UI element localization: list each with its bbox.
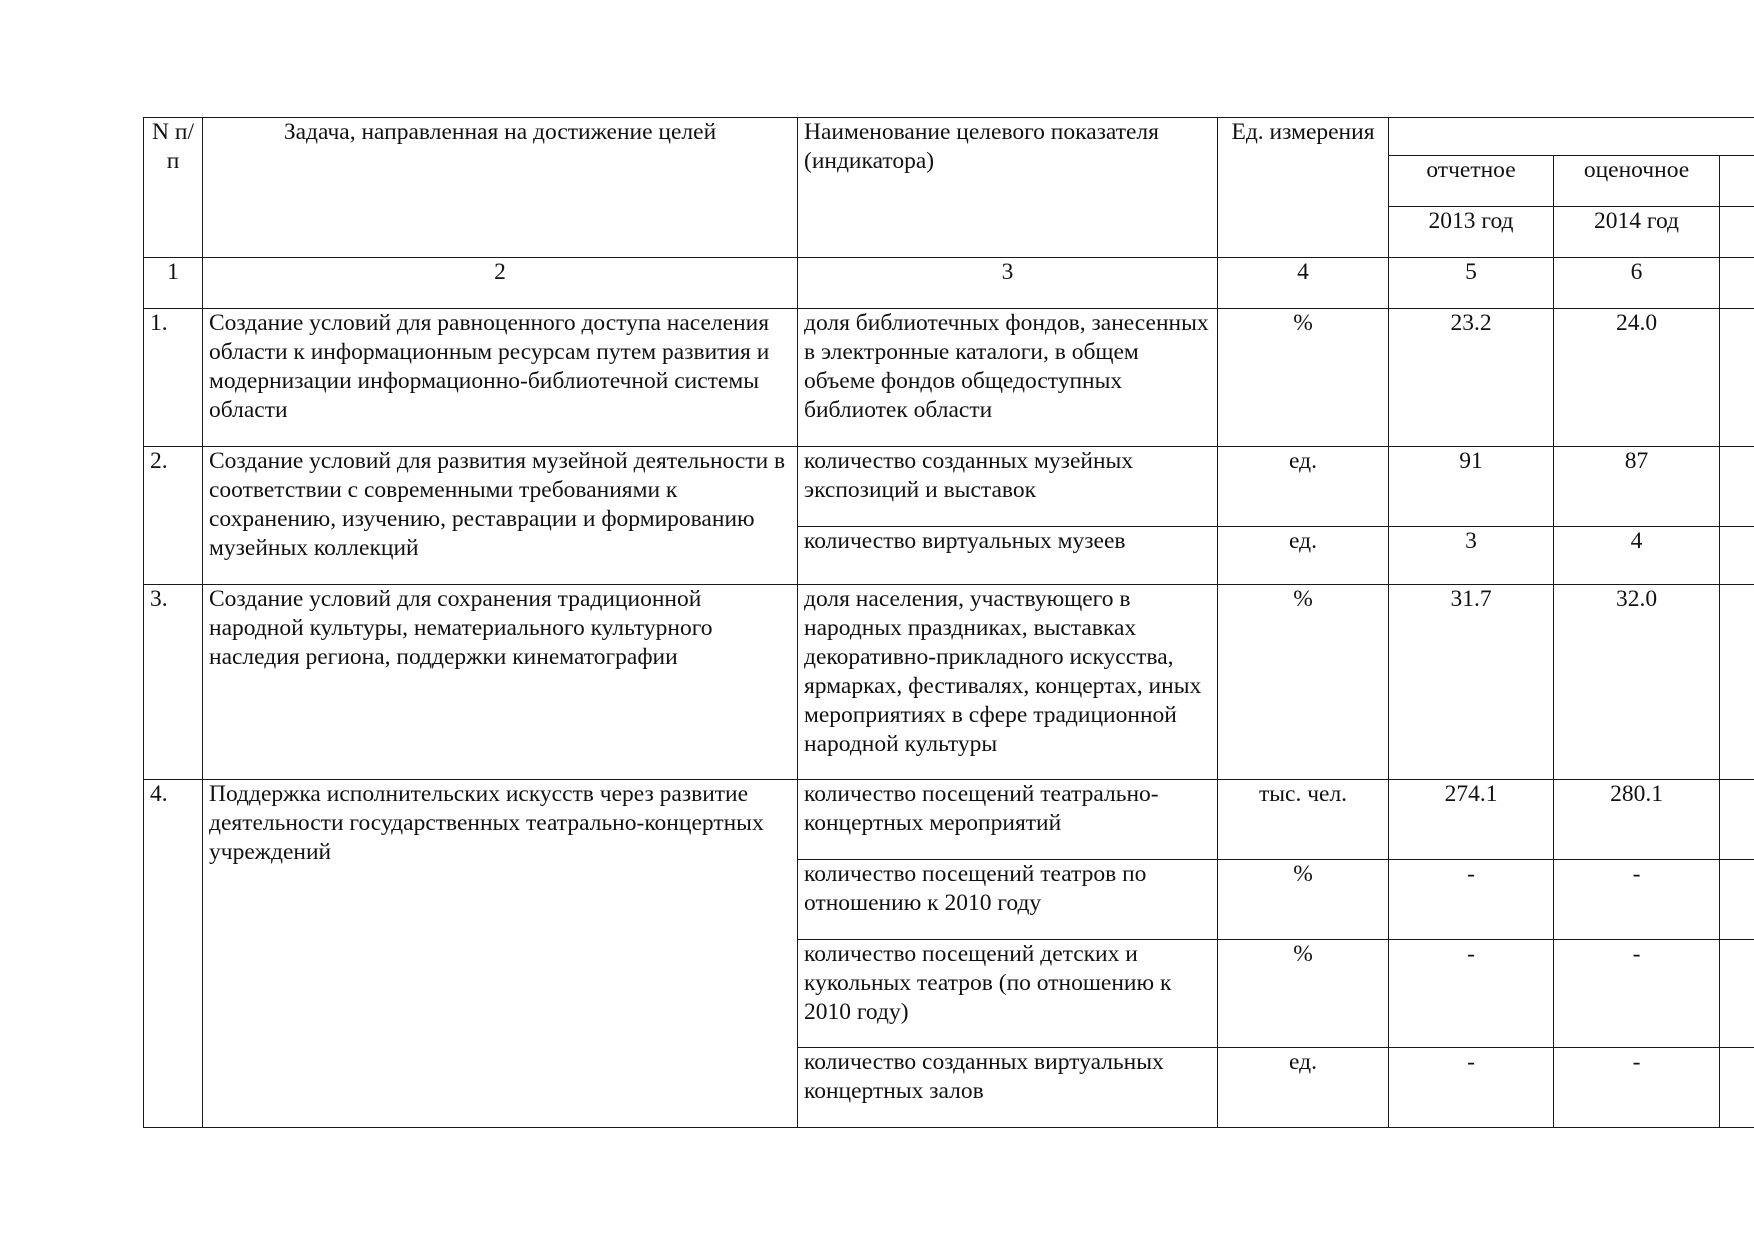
indicator-unit: % — [1218, 309, 1389, 447]
indicator-unit: ед. — [1218, 527, 1389, 585]
value-reported: - — [1389, 940, 1554, 1048]
value-estimated: - — [1554, 940, 1720, 1048]
column-number: 5 — [1389, 258, 1554, 309]
header-reported: отчетное — [1389, 156, 1554, 207]
value-reported: - — [1389, 1048, 1554, 1128]
value-extra — [1720, 860, 1754, 940]
indicators-table — [143, 117, 1754, 1128]
task-text: Создание условий для равноценного доступа населения области к информационным ресурсам путем развития и модернизации информационно-библиотечной системы области — [203, 309, 798, 447]
column-number: 4 — [1218, 258, 1389, 309]
indicator-name: количество посещений детских и кукольных театров (по отношению к 2010 году) — [798, 940, 1218, 1048]
indicator-name: количество посещений театрально-концертных мероприятий — [798, 780, 1218, 860]
column-number-extra — [1720, 258, 1754, 309]
task-text: Создание условий для сохранения традиционной народной культуры, нематериального культурного наследия региона, поддержки кинематографии — [203, 585, 798, 780]
header-year-extra — [1720, 207, 1754, 258]
value-extra — [1720, 585, 1754, 780]
indicator-name: количество созданных виртуальных концертных залов — [798, 1048, 1218, 1128]
header-num-cell — [144, 118, 203, 258]
indicator-name: количество созданных музейных экспозиций и выставок — [798, 447, 1218, 527]
indicator-name: количество посещений театров по отношению к 2010 году — [798, 860, 1218, 940]
value-reported: - — [1389, 860, 1554, 940]
value-reported: 274.1 — [1389, 780, 1554, 860]
indicator-unit: % — [1218, 860, 1389, 940]
header-unit-cell — [1218, 118, 1389, 258]
indicator-name: количество виртуальных музеев — [798, 527, 1218, 585]
indicator-name: доля библиотечных фондов, занесенных в электронные каталоги, в общем объеме фондов общедоступных библиотек области — [798, 309, 1218, 447]
indicator-unit: % — [1218, 940, 1389, 1048]
value-estimated: 280.1 — [1554, 780, 1720, 860]
header-task: Задача, направленная на достижение целей — [283, 119, 717, 145]
value-extra — [1720, 780, 1754, 860]
value-reported: 31.7 — [1389, 585, 1554, 780]
value-reported: 91 — [1389, 447, 1554, 527]
value-estimated: - — [1554, 1048, 1720, 1128]
value-extra — [1720, 309, 1754, 447]
row-number: 4. — [144, 780, 203, 1128]
task-text: Поддержка исполнительских искусств через развитие деятельности государственных театрально-концертных учреждений — [203, 780, 798, 1128]
column-number: 1 — [144, 258, 203, 309]
indicator-unit: ед. — [1218, 447, 1389, 527]
indicator-unit: тыс. чел. — [1218, 780, 1389, 860]
column-number: 3 — [798, 258, 1218, 309]
row-number: 3. — [144, 585, 203, 780]
table-row — [144, 309, 1754, 447]
header-extra — [1720, 156, 1754, 207]
table-row — [144, 585, 1754, 780]
value-estimated: 32.0 — [1554, 585, 1720, 780]
value-extra — [1720, 1048, 1754, 1128]
value-estimated: 87 — [1554, 447, 1720, 527]
indicator-unit: ед. — [1218, 1048, 1389, 1128]
table-row — [144, 447, 1754, 527]
task-text: Создание условий для развития музейной деятельности в соответствии с современными требованиями к сохранению, изучению, реставрации и формированию музейных коллекций — [203, 447, 798, 585]
header-row — [144, 118, 1754, 156]
header-num: N п/п — [152, 119, 194, 174]
value-estimated: 24.0 — [1554, 309, 1720, 447]
header-estimated: оценочное — [1554, 156, 1720, 207]
header-task-cell — [203, 118, 798, 258]
indicator-unit: % — [1218, 585, 1389, 780]
value-extra — [1720, 940, 1754, 1048]
column-number: 2 — [203, 258, 798, 309]
header-year-reported: 2013 год — [1389, 207, 1554, 258]
row-number: 2. — [144, 447, 203, 585]
row-number: 1. — [144, 309, 203, 447]
header-indicator: Наименование целевого показателя (индикатора) — [804, 119, 1159, 174]
header-values-group — [1389, 118, 1754, 156]
header-year-estimated: 2014 год — [1554, 207, 1720, 258]
value-extra — [1720, 447, 1754, 527]
table-row — [144, 780, 1754, 860]
header-unit: Ед. измерения — [1231, 119, 1375, 145]
value-estimated: 4 — [1554, 527, 1720, 585]
indicator-name: доля населения, участвующего в народных праздниках, выставках декоративно-прикладного искусства, ярмарках, фестивалях, концертах, иных мероприятиях в сфере традиционной народной культуры — [798, 585, 1218, 780]
column-number-row — [144, 258, 1754, 309]
header-indicator-cell — [798, 118, 1218, 258]
value-extra — [1720, 527, 1754, 585]
value-reported: 23.2 — [1389, 309, 1554, 447]
column-number: 6 — [1554, 258, 1720, 309]
value-reported: 3 — [1389, 527, 1554, 585]
value-estimated: - — [1554, 860, 1720, 940]
table-viewport — [143, 117, 1754, 1141]
